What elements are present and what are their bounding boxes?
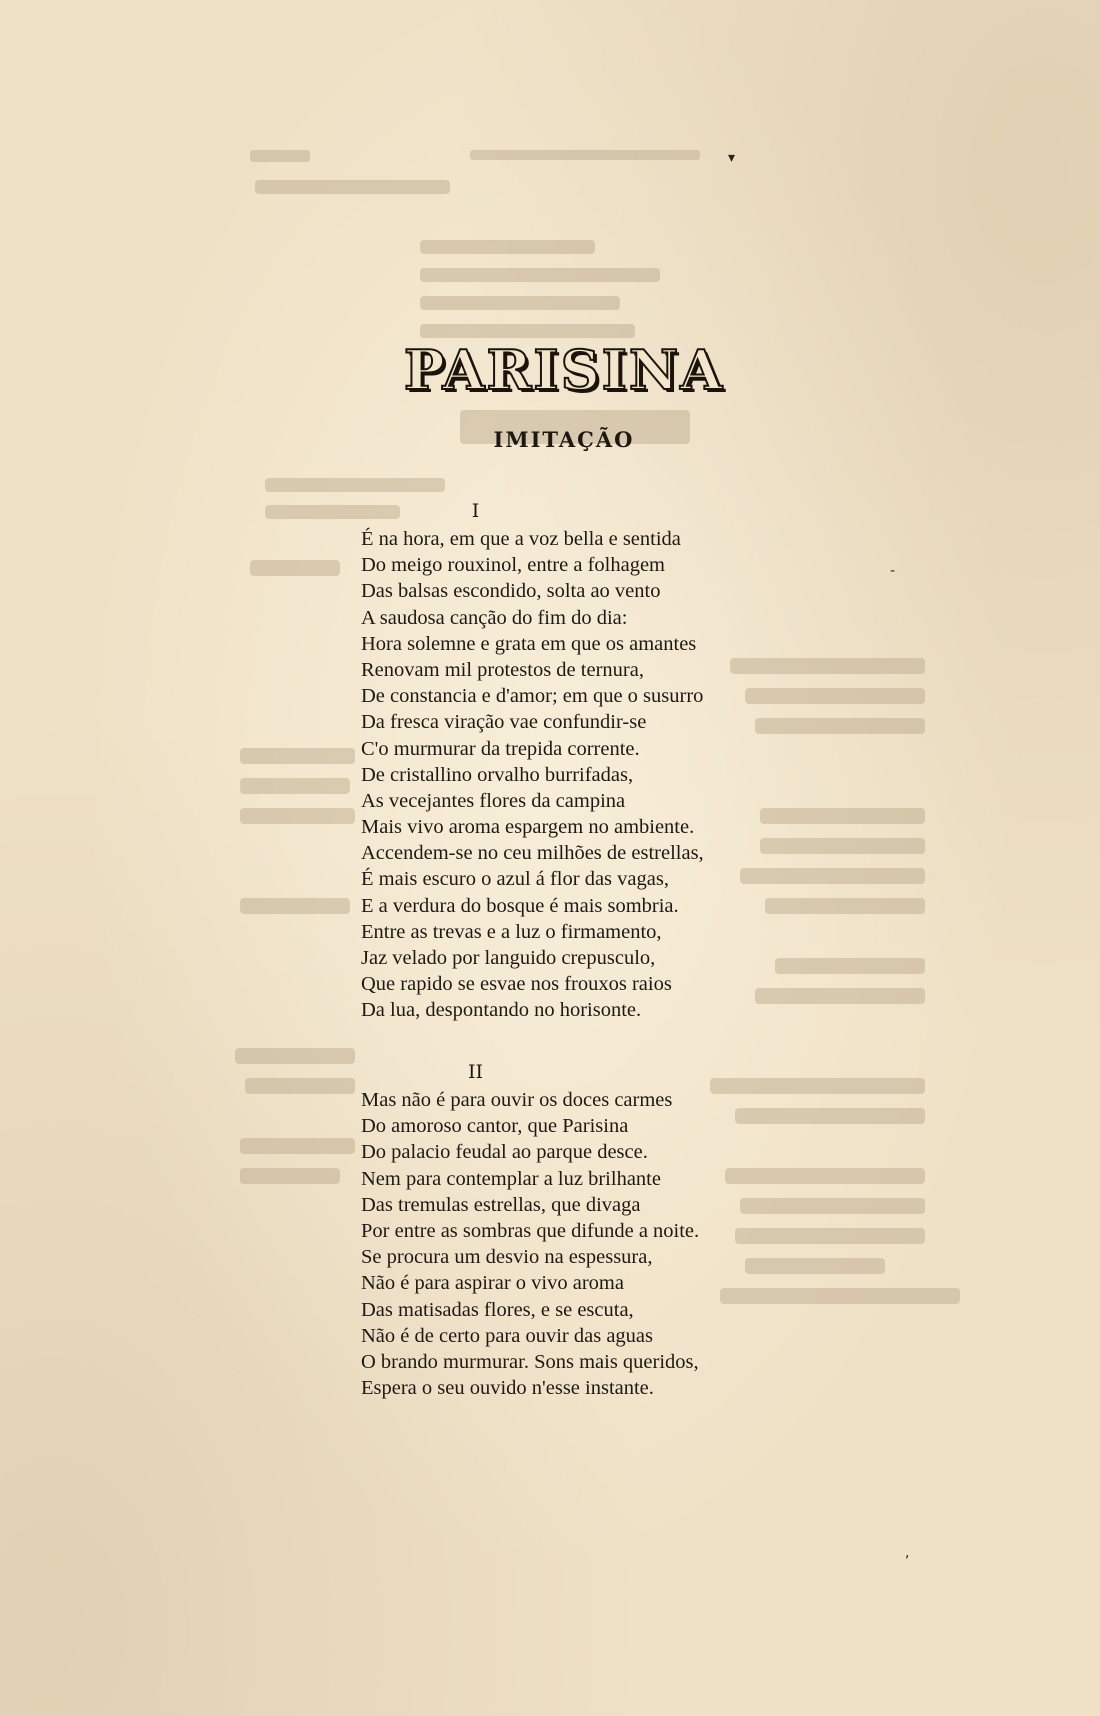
verse-line: Da fresca viração vae confundir-se xyxy=(361,711,647,734)
verse-line: Não é para aspirar o vivo aroma xyxy=(361,1272,624,1295)
poem-subtitle: IMITAÇÃO xyxy=(493,427,635,452)
verse-line: Da lua, despontando no horisonte. xyxy=(361,999,642,1022)
verse-line: Do meigo rouxinol, entre a folhagem xyxy=(361,554,665,577)
verse-line: C'o murmurar da trepida corrente. xyxy=(361,737,640,760)
verse-line: Das tremulas estrellas, que divaga xyxy=(361,1193,641,1216)
poem-section-2 xyxy=(361,1057,821,1401)
verse-line: Nem para contemplar a luz brilhante xyxy=(361,1167,661,1190)
poem-section-1 xyxy=(361,496,821,1024)
verse-line: Que rapido se esvae nos frouxos raios xyxy=(361,973,672,996)
verse-line: Do palacio feudal ao parque desce. xyxy=(361,1141,648,1164)
verse-line: O brando murmurar. Sons mais queridos, xyxy=(361,1350,699,1373)
section-number: I xyxy=(471,500,480,522)
verse-line: Do amoroso cantor, que Parisina xyxy=(361,1115,629,1138)
verse-line: De cristallino orvalho burrifadas, xyxy=(361,763,634,786)
verse-line: Renovam mil protestos de ternura, xyxy=(361,658,644,681)
verse-line: Mais vivo aroma espargem no ambiente. xyxy=(361,816,695,839)
poem-title: PARISINA xyxy=(403,338,725,402)
verse-line: As vecejantes flores da campina xyxy=(361,789,626,812)
paper-speck: ▾ xyxy=(728,150,736,166)
verse-line: Não é de certo para ouvir das aguas xyxy=(361,1324,653,1347)
verse-line: É mais escuro o azul á flor das vagas, xyxy=(361,868,669,891)
verse-line: Jaz velado por languido crepusculo, xyxy=(361,947,656,969)
verse-line: Por entre as sombras que difunde a noite. xyxy=(361,1219,700,1242)
verse-line: Mas não é para ouvir os doces carmes xyxy=(361,1089,673,1111)
verse-line: Das matisadas flores, e se escuta, xyxy=(361,1298,634,1321)
verse-line: Accendem-se no ceu milhões de estrellas, xyxy=(361,842,704,865)
verse-line: Entre as trevas e a luz o firmamento, xyxy=(361,920,662,943)
verse-line: E a verdura do bosque é mais sombria. xyxy=(361,894,679,917)
verse-line: É na hora, em que a voz bella e sentida xyxy=(361,528,681,550)
verse-line: De constancia e d'amor; em que o susurro xyxy=(361,685,704,708)
paper-speck: ‐ xyxy=(890,563,896,579)
verse-line: A saudosa canção do fim do dia: xyxy=(361,606,628,629)
verse-line: Hora solemne e grata em que os amantes xyxy=(361,632,697,655)
title-block xyxy=(0,335,1100,452)
verse-line: Espera o seu ouvido n'esse instante. xyxy=(361,1377,654,1400)
paper-speck: , xyxy=(905,1545,910,1561)
section-number: II xyxy=(467,1061,483,1083)
verse-line: Se procura um desvio na espessura, xyxy=(361,1246,653,1269)
verse-line: Das balsas escondido, solta ao vento xyxy=(361,580,661,603)
